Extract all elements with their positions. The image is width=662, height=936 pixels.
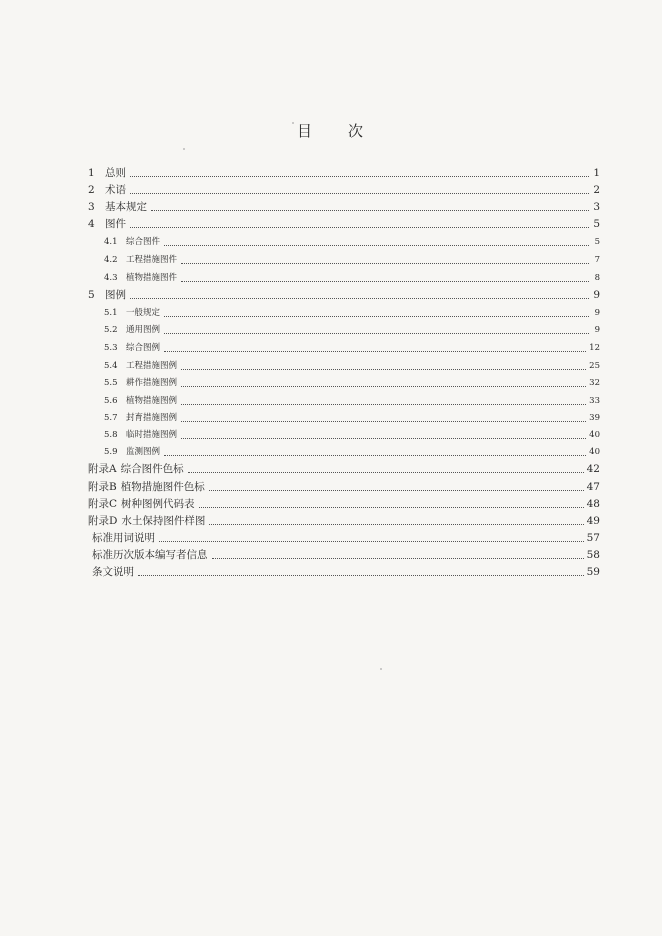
toc-entry[interactable] (104, 358, 600, 374)
toc-number: 2 (88, 184, 95, 196)
toc-entry[interactable] (88, 461, 600, 477)
toc-label: 植物措施图例 (126, 396, 178, 406)
toc-entry[interactable] (88, 547, 600, 563)
leader-dots (181, 368, 586, 370)
toc-page-number: 32 (589, 378, 600, 388)
toc-number: 附录B (88, 481, 117, 493)
toc-page-number: 5 (593, 218, 600, 230)
toc-number: 5.1 (104, 308, 118, 318)
toc-label: 综合图件色标 (120, 463, 184, 475)
toc-entry[interactable] (88, 165, 600, 181)
toc-entry[interactable] (88, 513, 600, 529)
toc-entry[interactable] (104, 375, 600, 391)
toc-entry[interactable] (104, 305, 600, 321)
leader-dots (209, 489, 584, 491)
toc-label: 总则 (105, 167, 126, 179)
toc-number: 4.3 (104, 273, 118, 283)
title-char-1: 目 (296, 122, 314, 140)
toc-entry[interactable] (88, 199, 600, 215)
toc-entry[interactable] (104, 340, 600, 356)
toc-label: 图例 (105, 289, 126, 301)
scan-speck (292, 122, 294, 124)
leader-dots (181, 262, 589, 264)
toc-entry[interactable] (88, 496, 600, 512)
toc-label: 基本规定 (105, 201, 147, 213)
toc-label: 植物措施图件 (126, 273, 178, 283)
toc-page-number: 40 (589, 430, 600, 440)
toc-entry[interactable] (104, 252, 600, 268)
toc-label: 标准用词说明 (92, 532, 155, 544)
toc-entry[interactable] (104, 270, 600, 286)
toc-number: 5.2 (104, 325, 118, 335)
leader-dots (188, 471, 584, 473)
toc-label: 术语 (105, 184, 126, 196)
toc-entry[interactable] (104, 322, 600, 338)
toc-number: 5.9 (104, 447, 118, 457)
leader-dots (181, 403, 586, 405)
leader-dots (164, 350, 586, 352)
toc-label: 耕作措施图例 (126, 378, 178, 388)
toc-number: 3 (88, 201, 95, 213)
leader-dots (130, 192, 589, 194)
toc-label: 水土保持图件样图 (121, 515, 206, 527)
leader-dots (181, 385, 586, 387)
toc-label: 树种图例代码表 (121, 498, 195, 510)
toc-entry[interactable] (88, 530, 600, 546)
toc-entry[interactable] (88, 287, 600, 303)
scan-speck (380, 668, 382, 670)
toc-number: 附录C (88, 498, 118, 510)
toc-entry[interactable] (104, 444, 600, 460)
toc-page-number: 9 (594, 308, 600, 318)
toc-label: 临时措施图例 (126, 430, 178, 440)
toc-number: 1 (88, 167, 95, 179)
toc-page-number: 48 (586, 498, 600, 510)
leader-dots (164, 244, 589, 246)
toc-label: 条文说明 (92, 566, 134, 578)
toc-entry[interactable] (88, 182, 600, 198)
toc-entry[interactable] (104, 410, 600, 426)
toc-page-number: 3 (593, 201, 600, 213)
leader-dots (151, 209, 589, 211)
toc-label: 工程措施图例 (126, 361, 178, 371)
toc-number: 5.3 (104, 343, 118, 353)
toc-entry[interactable] (104, 393, 600, 409)
toc-number: 附录A (88, 463, 117, 475)
toc-number: 5 (88, 289, 95, 301)
title-char-2: 次 (348, 122, 366, 140)
toc-number: 5.5 (104, 378, 118, 388)
toc-label: 植物措施图件色标 (120, 481, 205, 493)
page-title (0, 120, 662, 141)
leader-dots (164, 332, 589, 334)
leader-dots (199, 506, 584, 508)
toc-label: 监测图例 (126, 447, 161, 457)
leader-dots (164, 315, 589, 317)
toc-page-number: 59 (586, 566, 600, 578)
toc-number: 4 (88, 218, 95, 230)
leader-dots (130, 297, 589, 299)
toc-number: 4.1 (104, 237, 118, 247)
toc-number: 5.7 (104, 413, 118, 423)
toc-label: 综合图例 (126, 343, 161, 353)
toc-page-number: 25 (589, 361, 600, 371)
leader-dots (181, 280, 589, 282)
toc-number: 5.6 (104, 396, 118, 406)
toc-page-number: 9 (594, 325, 600, 335)
toc-number: 5.4 (104, 361, 118, 371)
toc-number: 5.8 (104, 430, 118, 440)
leader-dots (181, 437, 586, 439)
toc-page-number: 12 (589, 343, 600, 353)
leader-dots (130, 226, 589, 228)
toc-page-number: 57 (586, 532, 600, 544)
toc-page-number: 49 (586, 515, 600, 527)
toc-label: 工程措施图件 (126, 255, 178, 265)
toc-entry[interactable] (88, 216, 600, 232)
leader-dots (209, 523, 583, 525)
toc-number: 附录D (88, 515, 118, 527)
toc-page-number: 1 (593, 167, 600, 179)
toc-page-number: 40 (589, 447, 600, 457)
leader-dots (159, 540, 584, 542)
toc-label: 通用图例 (126, 325, 161, 335)
toc-entry[interactable] (104, 427, 600, 443)
leader-dots (212, 557, 584, 559)
leader-dots (164, 454, 586, 456)
toc-label: 封育措施图例 (126, 413, 178, 423)
toc-label: 综合图件 (126, 237, 161, 247)
toc-page-number: 47 (586, 481, 600, 493)
toc-page-number: 5 (594, 237, 600, 247)
toc-page-number: 9 (593, 289, 600, 301)
leader-dots (138, 574, 584, 576)
toc-page-number: 33 (589, 396, 600, 406)
leader-dots (181, 420, 586, 422)
toc-page-number: 58 (586, 549, 600, 561)
toc-page-number: 42 (586, 463, 600, 475)
scan-speck (183, 148, 185, 150)
toc-entry[interactable] (88, 564, 600, 580)
toc-label: 一般规定 (126, 308, 161, 318)
toc-entry[interactable] (104, 234, 600, 250)
leader-dots (130, 175, 589, 177)
toc-label: 图件 (105, 218, 126, 230)
toc-entry[interactable] (88, 479, 600, 495)
toc-number: 4.2 (104, 255, 118, 265)
toc-label: 标准历次版本编写者信息 (92, 549, 208, 561)
toc-page-number: 7 (594, 255, 600, 265)
toc-page-number: 2 (593, 184, 600, 196)
toc-page-number: 8 (594, 273, 600, 283)
toc-page-number: 39 (589, 413, 600, 423)
